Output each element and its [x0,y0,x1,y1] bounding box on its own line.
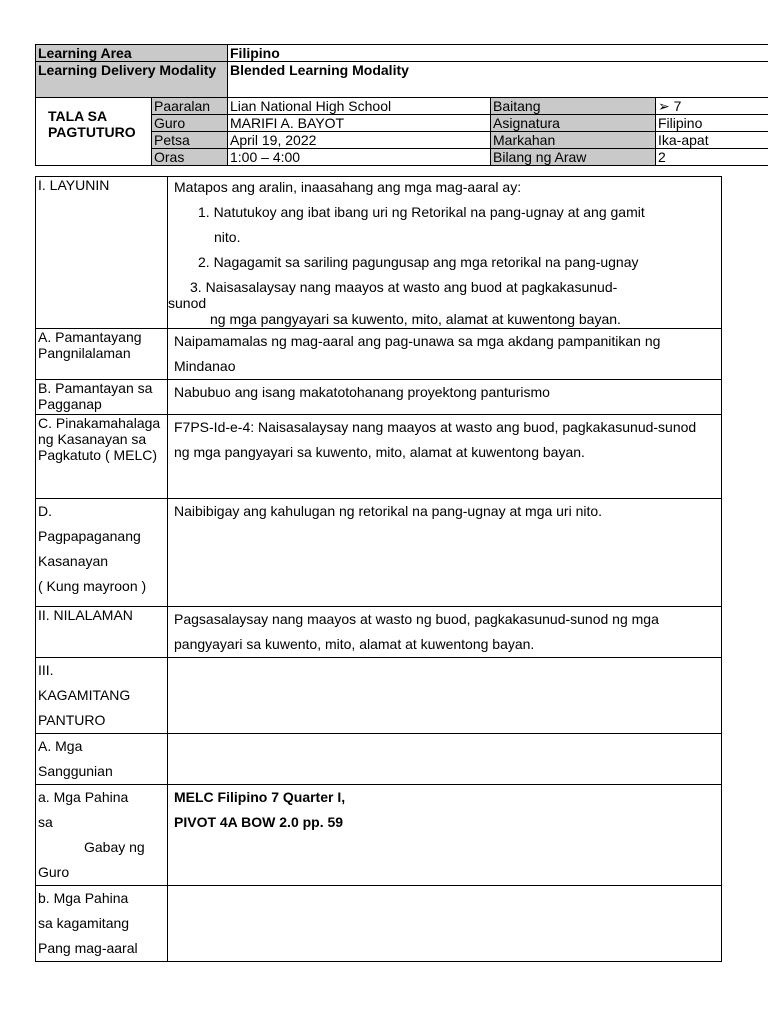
d-label-2: Pagpapaganang [38,528,141,544]
d-label-3: Kasanayan [38,553,109,569]
b2-label-1: b. Mga Pahina [38,890,129,906]
kagamitang-panturo-value [168,658,722,734]
pamantayang-pangnilalaman-label: A. Pamantayang Pangnilalaman [36,329,168,380]
layunin-item-3-cont: sunod [168,295,207,311]
layunin-item-1: 1. Natutukoy ang ibat ibang uri ng Retorikal na pang-ugnay at ang gamit [198,204,645,220]
value-paaralan: Lian National High School [228,98,491,115]
value-petsa: April 19, 2022 [228,132,491,149]
iii-label-1: III. [38,662,54,678]
pagpapaganang-kasanayan-value: Naibibigay ang kahulugan ng retorikal na pang-ugnay at mga uri nito. [168,499,722,607]
delivery-label: Learning Delivery Modality [36,62,228,98]
delivery-value: Blended Learning Modality [228,62,768,98]
gabay-ng-guro-value [168,785,722,886]
a2-value-2: PIVOT 4A BOW 2.0 pp. 59 [174,814,344,830]
value-bilang-ng-araw: 2 [656,149,768,166]
value-markahan: Ika-apat [656,132,768,149]
a2-label-4: Guro [38,864,70,880]
learning-area-value: Filipino [228,45,768,62]
iii-label-3: PANTURO [38,712,106,728]
kagamitang-panturo-row [36,658,722,734]
key-asignatura: Asignatura [491,115,656,132]
a2-label-3: Gabay ng [84,839,145,855]
pagpapaganang-kasanayan-label [36,499,168,607]
value-guro: MARIFI A. BAYOT [228,115,491,132]
kagamitang-mag-aaral-value [168,886,722,962]
b2-label-3: Pang mag-aaral [38,940,138,956]
key-guro: Guro [152,115,228,132]
am-label-1: A. Mga [38,738,83,754]
iii-label-2: KAGAMITANG [38,687,131,703]
layunin-item-3: 3. Naisasalaysay nang maayos at wasto ang buod at pagkakasunud- [190,279,618,295]
school-row [36,98,768,115]
lesson-table [35,176,722,962]
tala-sa-pagtuturo: TALA SA PAGTUTURO [36,98,152,166]
key-baitang: Baitang [491,98,656,115]
value-asignatura: Filipino [656,115,768,132]
learning-area-row [36,45,768,62]
delivery-row [36,62,768,98]
pamantayan-pagganap-label: B. Pamantayan sa Pagganap [36,380,168,415]
kagamitang-panturo-label [36,658,168,734]
value-baitang: ➢ 7 [656,98,768,115]
pamantayang-pangnilalaman-row [36,329,722,380]
value-oras: 1:00 – 4:00 [228,149,491,166]
gabay-ng-guro-row [36,785,722,886]
sanggunian-value [168,734,722,785]
layunin-item-3-cont2: ng mga pangyayari sa kuwento, mito, alamat at kuwentong bayan. [210,311,621,327]
a2-label-1: a. Mga Pahina [38,789,129,805]
key-bilang-ng-araw: Bilang ng Araw [491,149,656,166]
nilalaman-label: II. NILALAMAN [36,607,168,658]
kagamitang-mag-aaral-label [36,886,168,962]
pamantayang-pangnilalaman-value: Naipamamalas ng mag-aaral ang pag-unawa sa mga akdang pampanitikan ng Mindanao [168,329,722,380]
melc-row [36,415,722,499]
key-petsa: Petsa [152,132,228,149]
pagpapaganang-kasanayan-row [36,499,722,607]
melc-value: F7PS-Id-e-4: Naisasalaysay nang maayos at wasto ang buod, pagkakasunud-sunod ng mga pangyayari sa kuwento, mito, alamat at kuwentong bayan. [168,415,722,499]
sanggunian-row [36,734,722,785]
nilalaman-row [36,607,722,658]
layunin-row [36,177,722,329]
d-label-4: ( Kung mayroon ) [38,578,147,594]
layunin-intro: Matapos ang aralin, inaasahang ang mga mag-aaral ay: [174,179,522,195]
gabay-ng-guro-label [36,785,168,886]
b2-label-2: sa kagamitang [38,915,130,931]
layunin-content [168,177,722,329]
layunin-label: I. LAYUNIN [36,177,168,329]
nilalaman-value: Pagsasalaysay nang maayos at wasto ng buod, pagkakasunud-sunod ng mga pangyayari sa kuwento, mito, alamat at kuwentong bayan. [168,607,722,658]
layunin-item-2: 2. Nagagamit sa sariling pagungusap ang mga retorikal na pang-ugnay [198,254,639,270]
pamantayan-pagganap-row [36,380,722,415]
sanggunian-label [36,734,168,785]
am-label-2: Sanggunian [38,763,113,779]
pamantayan-pagganap-value: Nabubuo ang isang makatotohanang proyektong panturismo [168,380,722,415]
key-markahan: Markahan [491,132,656,149]
learning-area-label: Learning Area [36,45,228,62]
layunin-item-1-cont: nito. [214,229,241,245]
kagamitang-mag-aaral-row [36,886,722,962]
header-table [35,44,768,166]
a2-value-1: MELC Filipino 7 Quarter I, [174,789,346,805]
a2-label-2: sa [38,814,53,830]
d-label-1: D. [38,503,52,519]
key-paaralan: Paaralan [152,98,228,115]
key-oras: Oras [152,149,228,166]
melc-label: C. Pinakamahalaga ng Kasanayan sa Pagkatuto ( MELC) [36,415,168,499]
